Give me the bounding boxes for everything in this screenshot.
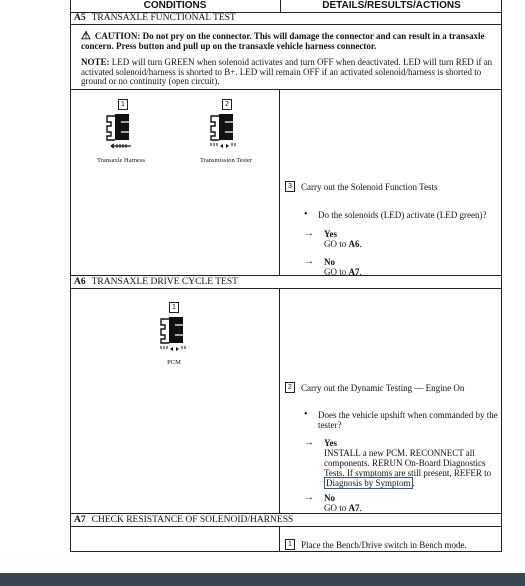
a7-code: A7: [74, 515, 86, 525]
a5-yes-target[interactable]: A6: [348, 239, 360, 249]
a5-title: [74, 13, 236, 23]
a6-code: A6: [74, 277, 86, 287]
a5-question: Do the solenoids (LED) activate (LED green)?: [318, 210, 487, 220]
a6-no-block: No GO to A7.: [324, 493, 362, 513]
a5-code: A5: [74, 13, 86, 23]
a6-no-target[interactable]: A7: [348, 503, 360, 513]
taskbar: [0, 573, 525, 586]
a5-step-text: Carry out the Solenoid Function Tests: [301, 182, 438, 192]
transaxle-harness-label: Transaxle Harness: [97, 157, 145, 164]
pcm-connector-number: 1: [169, 302, 179, 313]
note-text: NOTE: LED will turn GREEN when solenoid activates and turn OFF when deactivated. LED will turn RED if an activated solenoid/harness is shorted to B+. LED will remain OFF if an activated solenoid/harness is shorted to ground or no continuity (open circuit).: [81, 57, 493, 86]
transaxle-harness-connector-icon: [101, 112, 141, 150]
a7-step-number: 1: [285, 539, 295, 550]
a6-title: [74, 277, 238, 287]
a5-yes-arrow-icon: →: [304, 228, 314, 239]
diagnostic-table: [70, 0, 502, 552]
a6-question: Does the vehicle upshift when commanded by the tester?: [318, 410, 498, 430]
a7-title-text: CHECK RESISTANCE OF SOLENOID/HARNESS: [91, 515, 294, 525]
a6-yes-arrow-icon: →: [304, 437, 314, 448]
a5-yes-label: Yes: [324, 229, 337, 239]
a6-title-text: TRANSAXLE DRIVE CYCLE TEST: [91, 277, 238, 287]
transmission-tester-connector-icon: [205, 112, 245, 150]
a5-yes-block: Yes GO to A6.: [324, 229, 362, 249]
connector-1-number: 1: [118, 99, 128, 110]
a5-no-arrow-icon: →: [304, 256, 314, 267]
conditions-header: CONDITIONS: [143, 0, 207, 11]
a5-no-label: No: [324, 257, 335, 267]
a7-title: [74, 515, 293, 525]
a6-step-number: 2: [285, 382, 295, 393]
connector-2-number: 2: [222, 99, 232, 110]
a6-yes-label: Yes: [324, 438, 337, 448]
a5-bullet: •: [304, 209, 308, 220]
caution-text: ⚠ CAUTION: Do not pry on the connector. This will damage the connector and can result in a transaxle concern. Press button and pull up on the transaxle vehicle harness connector.: [81, 30, 485, 51]
diagnosis-by-symptom-link[interactable]: Diagnosis by Symptom: [326, 478, 411, 488]
pcm-connector-icon: [155, 315, 195, 353]
a6-bullet: •: [304, 409, 308, 420]
a7-step-text: Place the Bench/Drive switch in Bench mode.: [301, 540, 467, 550]
transmission-tester-label: Transmission Tester: [199, 157, 253, 164]
a6-no-arrow-icon: →: [304, 492, 314, 503]
warning-triangle-icon: ⚠: [81, 30, 91, 42]
details-header: DETAILS/RESULTS/ACTIONS: [280, 0, 502, 12]
a5-title-text: TRANSAXLE FUNCTIONAL TEST: [91, 13, 236, 23]
a6-step-text: Carry out the Dynamic Testing — Engine On: [301, 383, 465, 393]
a5-no-target[interactable]: A7: [348, 267, 360, 277]
table-header: [71, 0, 501, 13]
a6-no-label: No: [324, 493, 335, 503]
a6-yes-block: Yes INSTALL a new PCM. RECONNECT all components. RERUN On-Board Diagnostics Tests. If symptoms are still present, REFER to Diagnosis by Symptom .: [324, 438, 492, 488]
a5-no-block: No GO to A7.: [324, 257, 362, 277]
a5-step-number: 3: [285, 181, 295, 192]
pcm-label: PCM: [167, 359, 181, 366]
